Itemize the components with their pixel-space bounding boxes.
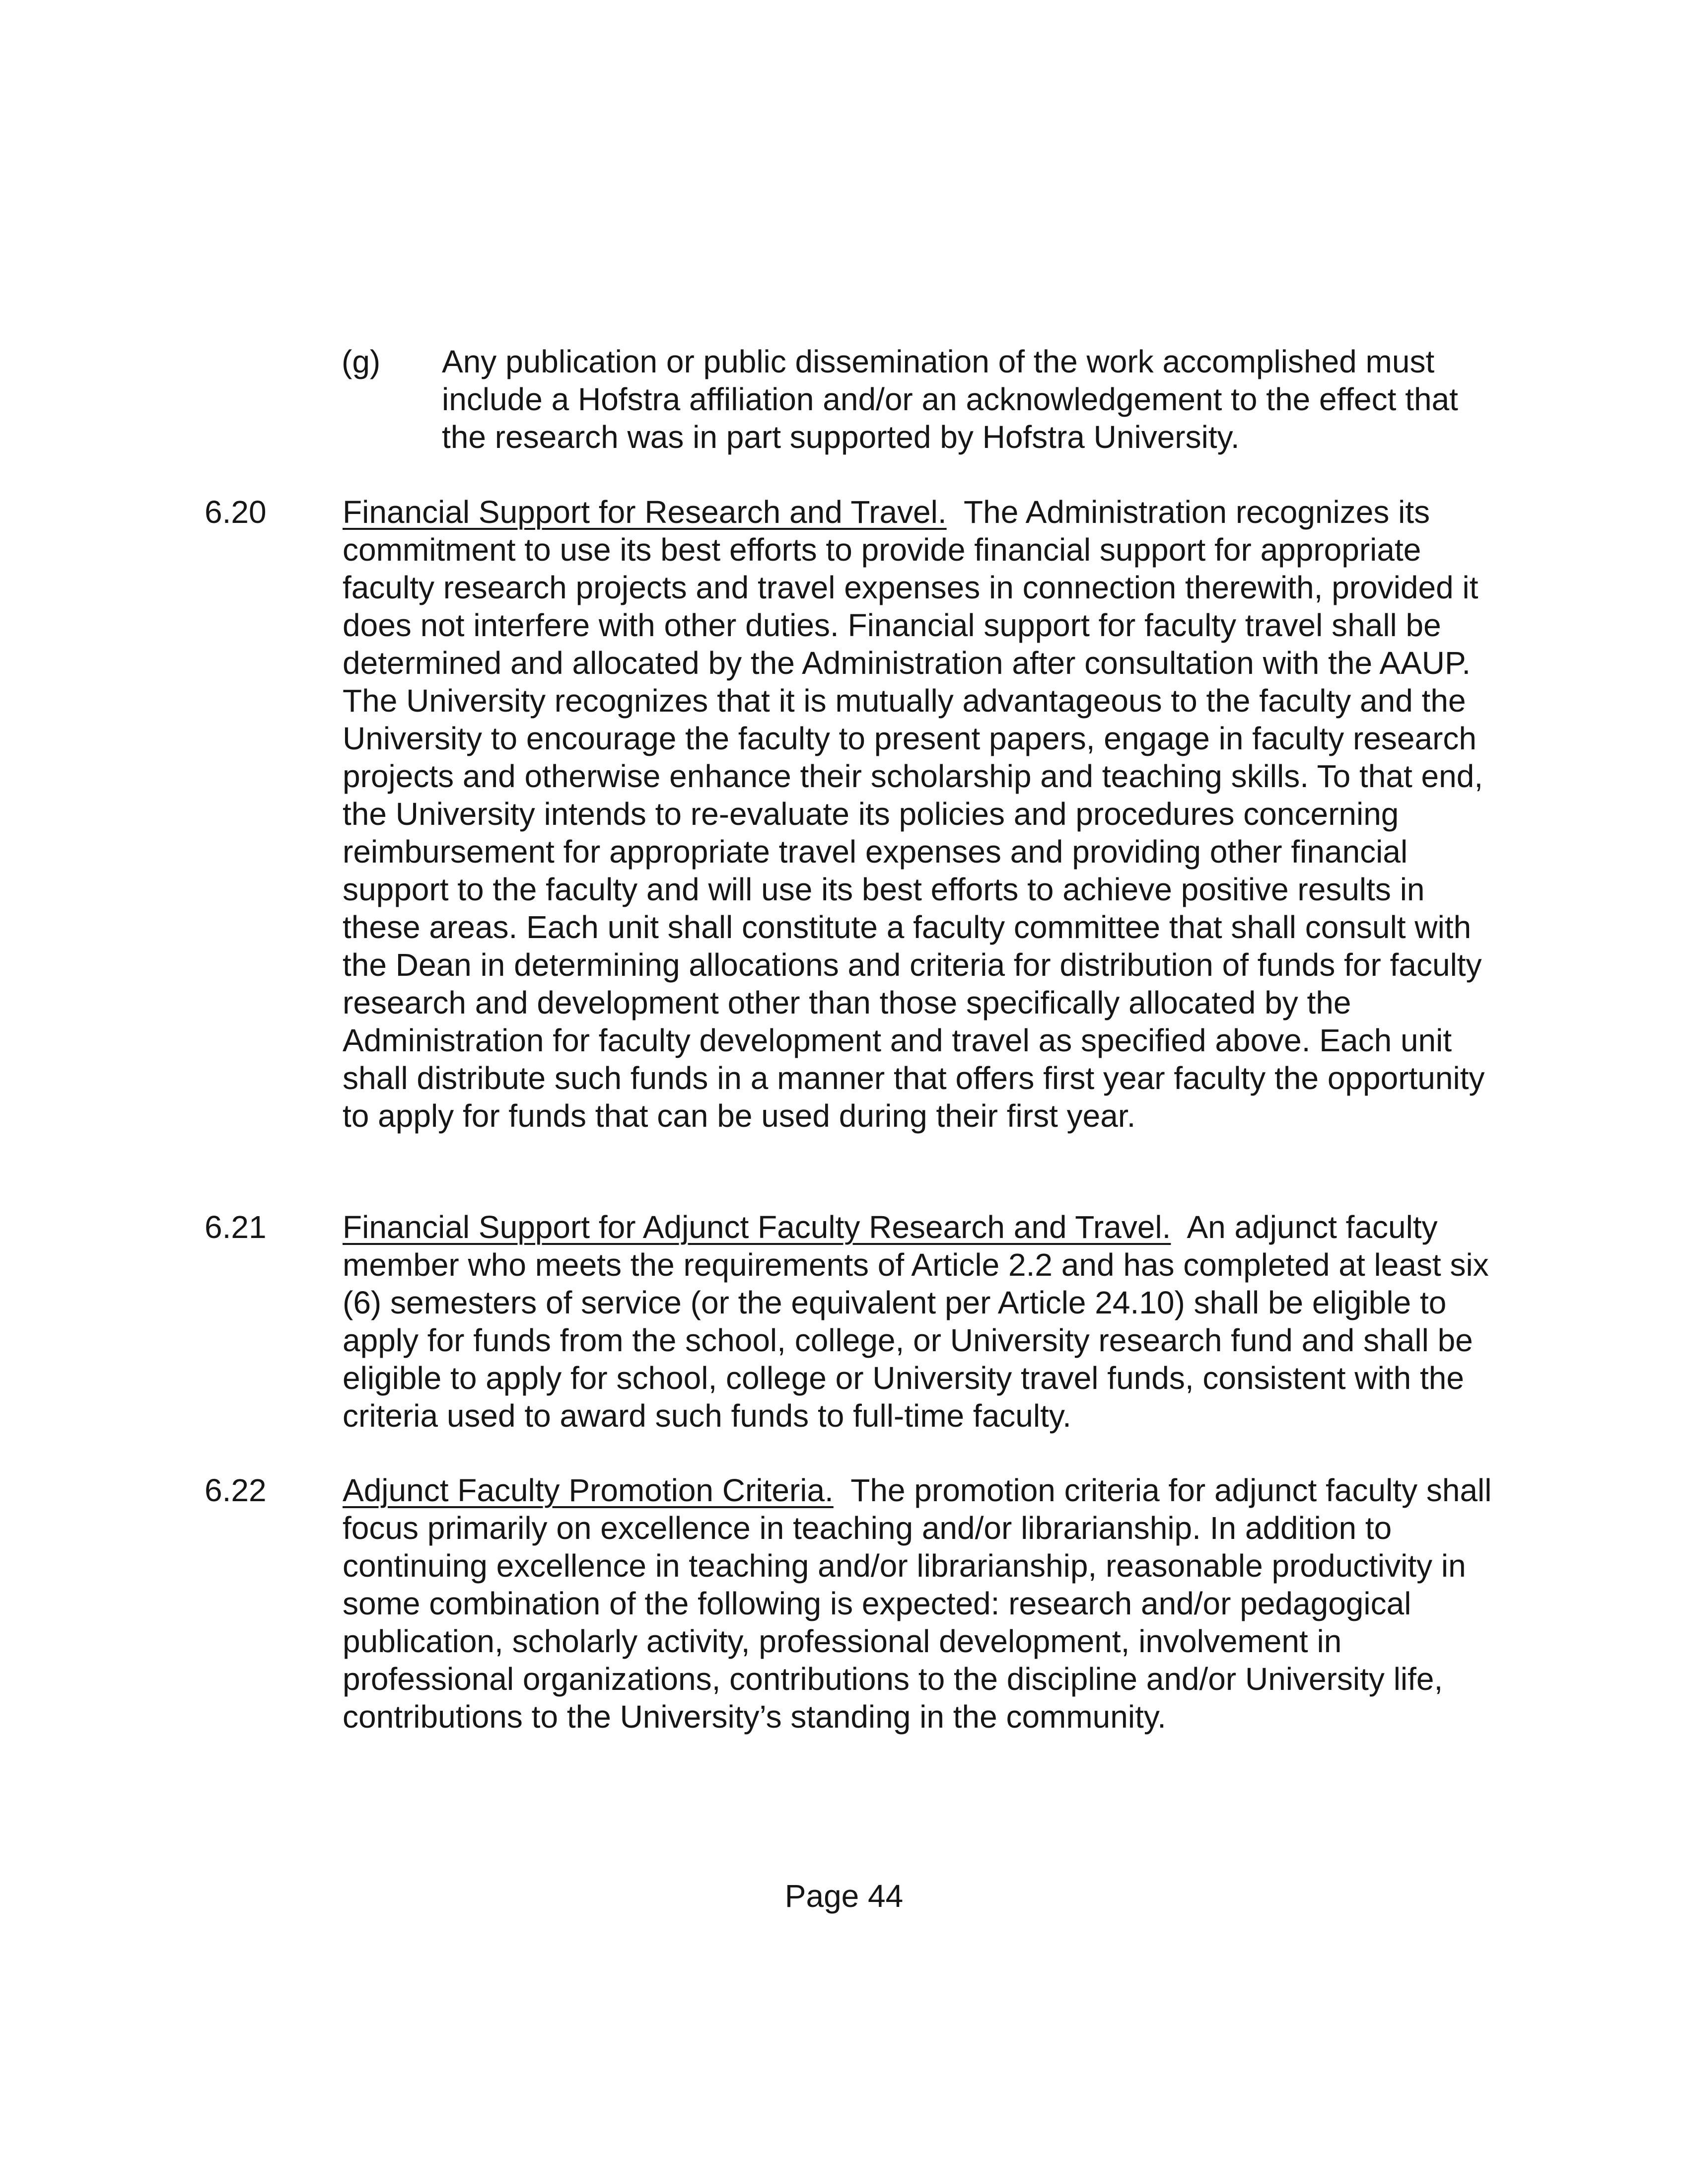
section-number: 6.22	[205, 1472, 267, 1508]
section-body	[343, 493, 1504, 1135]
section-body	[343, 1208, 1504, 1435]
section-body	[343, 1471, 1504, 1736]
section-text: An adjunct faculty member who meets the requirements of Article 2.2 and has completed at least six (6) semesters of service (or the equivalent per Article 24.10) shall be eligible to apply for funds from the school, college, or University research fund and shall be eligible to apply for school, college or University travel funds, consistent with the criteria used to award such funds to full-time faculty.	[343, 1209, 1489, 1434]
subitem-marker: (g)	[342, 344, 381, 379]
section-heading: Financial Support for Research and Travel.	[343, 494, 947, 530]
section-6-21	[205, 1208, 1515, 1456]
section-number: 6.21	[205, 1209, 267, 1245]
section-heading: Financial Support for Adjunct Faculty Research and Travel.	[343, 1209, 1171, 1245]
section-number: 6.20	[205, 494, 267, 530]
section-text: The Administration recognizes its commitment to use its best efforts to provide financial support for appropriate faculty research projects and travel expenses in connection therewith, provided it does not interfere with other duties. Financial support for faculty travel shall be determined and allocated by the Administration after consultation with the AAUP. The University recognizes that it is mutually advantageous to the faculty and the University to encourage the faculty to present papers, engage in faculty research projects and otherwise enhance their scholarship and teaching skills. To that end, the University intends to re-evaluate its policies and procedures concerning reimbursement for appropriate travel expenses and providing other financial support to the faculty and will use its best efforts to achieve positive results in these areas. Each unit shall constitute a faculty committee that shall consult with the Dean in determining allocations and criteria for distribution of funds for faculty research and development other than those specifically allocated by the Administration for faculty development and travel as specified above. Each unit shall distribute such funds in a manner that offers first year faculty the opportunity to apply for funds that can be used during their first year.	[343, 494, 1485, 1134]
section-heading: Adjunct Faculty Promotion Criteria.	[343, 1472, 834, 1508]
page-number: Page 44	[784, 1878, 904, 1914]
subitem-text: Any publication or public dissemination of the work accomplished must include a Hofstra affiliation and/or an acknowledgement to the effect that the research was in part supported by Hofstra University.	[442, 344, 1458, 455]
section-6-22	[205, 1471, 1515, 1749]
section-6-20	[205, 493, 1515, 1188]
section-text: The promotion criteria for adjunct faculty shall focus primarily on excellence in teaching and/or librarianship. In addition to continuing excellence in teaching and/or librarianship, reasonable productivity in some combination of the following is expected: research and/or pedagogical publication, scholarly activity, professional development, involvement in professional organizations, contributions to the discipline and/or University life, contributions to the University’s standing in the community.	[343, 1472, 1492, 1735]
